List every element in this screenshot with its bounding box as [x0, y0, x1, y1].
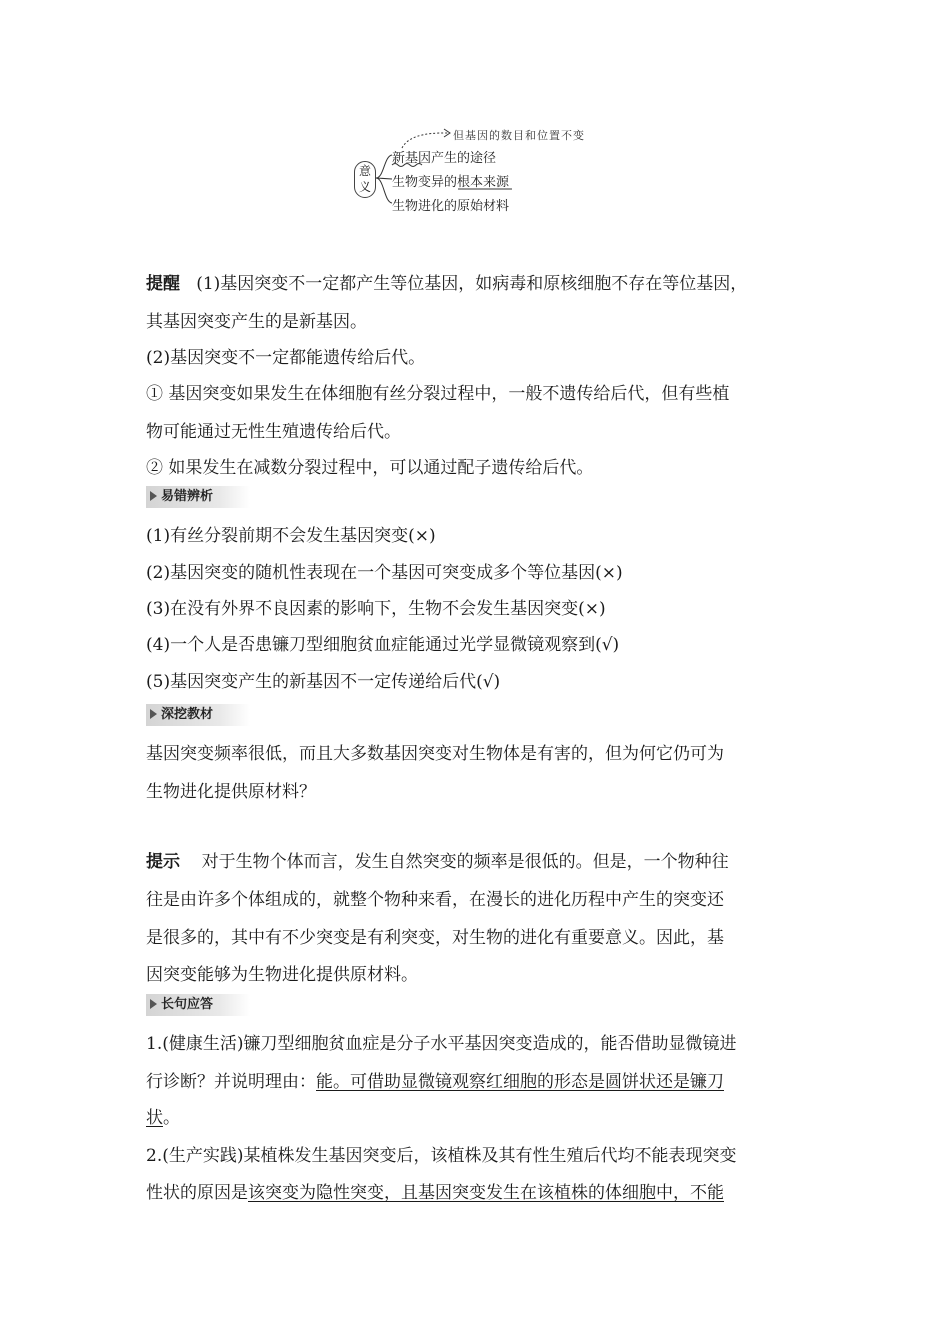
q1-line-3-suffix: 。 [163, 1108, 180, 1128]
q1-line-2-prefix: 行诊断？并说明理由： [146, 1072, 316, 1092]
meaning-label: 意义 [354, 161, 376, 198]
reminder-line-3: (2)基因突变不一定都能遗传给后代。 [146, 348, 426, 368]
q1-answer-part-2: 状 [146, 1108, 163, 1128]
hint-line-2: 往是由许多个体组成的，就整个物种来看，在漫长的进化历程中产生的突变还 [146, 890, 724, 910]
hint-line-1 [146, 850, 826, 874]
q1-line-3 [146, 1106, 826, 1130]
meaning-diagram [340, 118, 620, 218]
section-textbook-title: 深挖教材 [161, 707, 214, 722]
error-item-1: (1)有丝分裂前期不会发生基因突变(×) [146, 526, 436, 546]
triangle-icon [150, 709, 157, 719]
q1-answer-part-1: 能。可借助显微镜观察红细胞的形态是圆饼状还是镰刀 [316, 1072, 724, 1092]
textbook-question-1: 基因突变频率很低，而且大多数基因突变对生物体是有害的，但为何它仍可为 [146, 744, 724, 764]
branch-raw-material: 生物进化的原始材料 [392, 199, 510, 214]
reminder-label: 提醒 [146, 274, 180, 294]
reminder-text-1: (1)基因突变不一定都产生等位基因，如病毒和原核细胞不存在等位基因， [196, 274, 748, 294]
reminder-line-6: ② 如果发生在减数分裂过程中，可以通过配子遗传给后代。 [146, 458, 594, 478]
hint-line-3: 是很多的，其中有不少突变是有利突变，对生物的进化有重要意义。因此，基 [146, 928, 724, 948]
hint-text-1: 对于生物个体而言，发生自然突变的频率是很低的。但是，一个物种往 [201, 852, 729, 872]
reminder-line-5: 物可能通过无性生殖遗传给后代。 [146, 422, 401, 442]
branch-new-gene: 新基因产生的途径 [392, 151, 497, 166]
q2-line-1: 2.(生产实践)某植株发生基因突变后，该植株及其有性生殖后代均不能表现突变 [146, 1146, 737, 1166]
textbook-question-2: 生物进化提供原材料？ [146, 782, 316, 802]
error-item-2: (2)基因突变的随机性表现在一个基因可突变成多个等位基因(×) [146, 563, 623, 583]
section-errors-header [146, 486, 250, 508]
hint-line-4: 因突变能够为生物进化提供原材料。 [146, 965, 418, 985]
triangle-icon [150, 999, 157, 1009]
q1-line-2 [146, 1070, 826, 1094]
hint-label: 提示 [146, 852, 180, 872]
reminder-line-1 [146, 272, 826, 296]
q1-line-1: 1.(健康生活)镰刀型细胞贫血症是分子水平基因突变造成的，能否借助显微镜进 [146, 1034, 737, 1054]
error-item-5: (5)基因突变产生的新基因不一定传递给后代(√) [146, 672, 501, 692]
q2-line-2-prefix: 性状的原因是 [146, 1183, 248, 1203]
branch-root-source: 生物变异的根本来源 [392, 175, 510, 190]
reminder-line-2: 其基因突变产生的是新基因。 [146, 312, 367, 332]
q2-line-2 [146, 1181, 826, 1205]
handwritten-note: 但基因的数目和位置不变 [453, 129, 585, 142]
section-long-answer-header [146, 994, 250, 1016]
error-item-4: (4)一个人是否患镰刀型细胞贫血症能通过光学显微镜观察到(√) [146, 635, 620, 655]
reminder-line-4: ① 基因突变如果发生在体细胞有丝分裂过程中，一般不遗传给后代，但有些植 [146, 384, 730, 404]
triangle-icon [150, 491, 157, 501]
q2-answer: 该突变为隐性突变，且基因突变发生在该植株的体细胞中，不能 [248, 1183, 724, 1203]
section-errors-title: 易错辨析 [161, 489, 214, 504]
error-item-3: (3)在没有外界不良因素的影响下，生物不会发生基因突变(×) [146, 599, 606, 619]
section-textbook-header [146, 704, 250, 726]
section-long-answer-title: 长句应答 [161, 997, 214, 1012]
